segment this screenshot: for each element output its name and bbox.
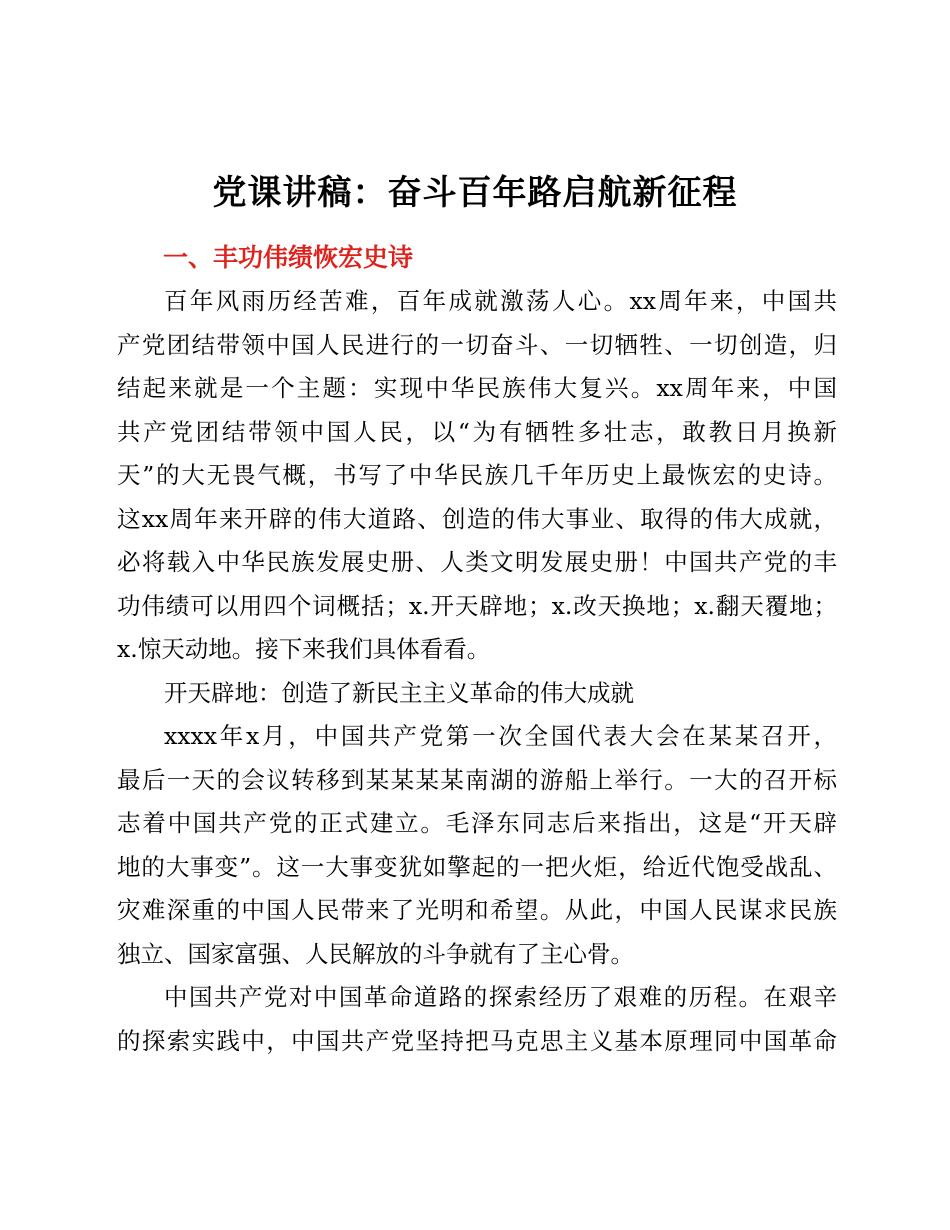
paragraph-line: x.惊天动地。接下来我们具体看看。 xyxy=(117,635,491,663)
document-body xyxy=(117,280,837,1063)
document-title: 党课讲稿：奋斗百年路启航新征程 xyxy=(212,173,738,213)
paragraph-line: 独立、国家富强、人民解放的斗争就有了主心骨。 xyxy=(117,939,634,968)
paragraph-line: 必将载入中华民族发展史册、人类文明发展史册！中国共产党的丰 xyxy=(117,548,837,576)
paragraph-line: 志着中国共产党的正式建立。毛泽东同志后来指出，这是“开天辟 xyxy=(117,809,837,837)
paragraph-line: 中国共产党对中国革命道路的探索经历了艰难的历程。在艰辛 xyxy=(164,983,837,1011)
paragraph-line: 天”的大无畏气概，书写了中华民族几千年历史上最恢宏的史诗。 xyxy=(117,461,837,489)
paragraph-line: 结起来就是一个主题：实现中华民族伟大复兴。xx周年来，中国 xyxy=(117,374,837,402)
paragraph-line: 这xx周年来开辟的伟大道路、创造的伟大事业、取得的伟大成就， xyxy=(117,504,837,533)
paragraph-line: 功伟绩可以用四个词概括；x.开天辟地；x.改天换地；x.翻天覆地； xyxy=(117,591,837,620)
paragraph-line: 的探索实践中，中国共产党坚持把马克思主义基本原理同中国革命 xyxy=(117,1026,837,1055)
paragraph-line: xxxx年x月，中国共产党第一次全国代表大会在某某召开， xyxy=(164,722,837,750)
paragraph-line: 共产党团结带领中国人民，以“为有牺牲多壮志，敢教日月换新 xyxy=(117,417,837,446)
paragraph-line: 百年风雨历经苦难，百年成就激荡人心。xx周年来，中国共 xyxy=(164,287,837,315)
paragraph-line: 灾难深重的中国人民带来了光明和希望。从此，中国人民谋求民族 xyxy=(117,896,837,924)
paragraph-line: 最后一天的会议转移到某某某某南湖的游船上举行。一大的召开标 xyxy=(117,765,837,794)
paragraph-line: 产党团结带领中国人民进行的一切奋斗、一切牺牲、一切创造，归 xyxy=(117,330,837,359)
subheading-line: 开天辟地：创造了新民主主义革命的伟大成就 xyxy=(164,678,634,707)
paragraph-line: 地的大事变”。这一大事变犹如擎起的一把火炬，给近代饱受战乱、 xyxy=(117,852,837,881)
section-heading: 一、丰功伟绩恢宏史诗 xyxy=(163,243,414,272)
